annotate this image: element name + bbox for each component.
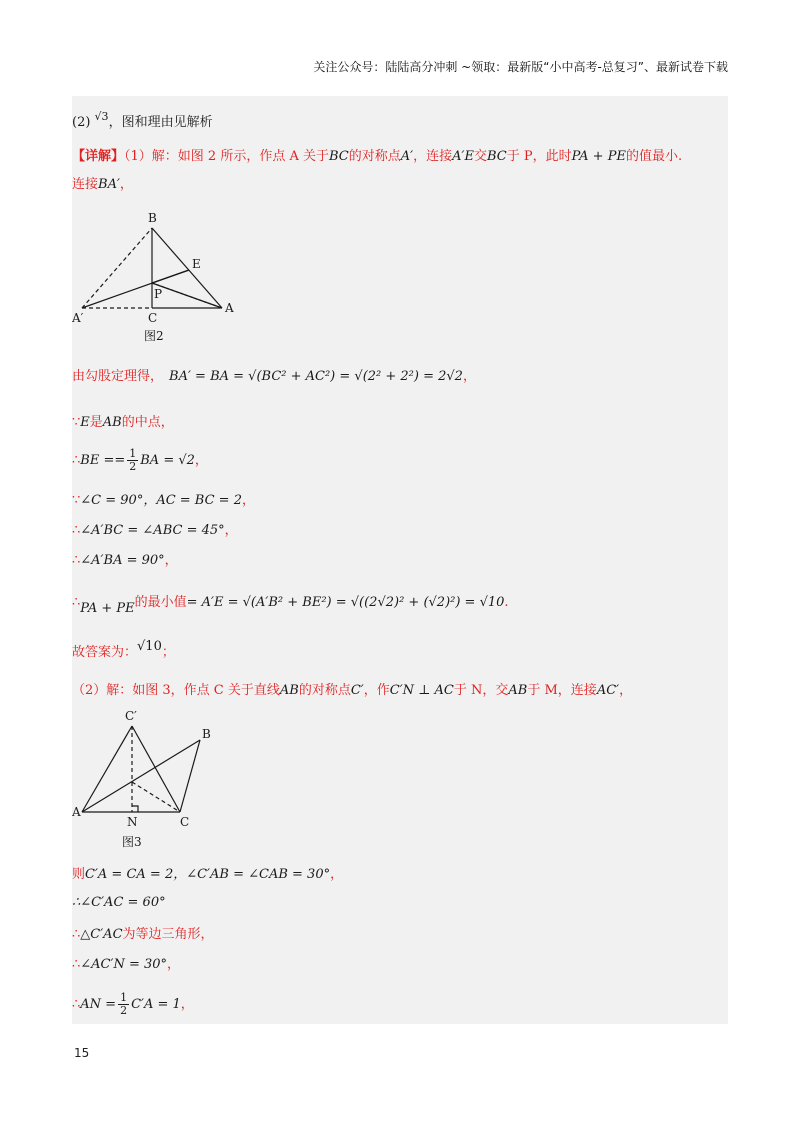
an-line: ∴AN = $\frac{1}{2}$ C′A = 1， [72, 991, 194, 1017]
fig3-label-a: A [72, 805, 81, 819]
pythagoras-line: 由勾股定理得， BA′ = BA = √(BC² + AC²) = √(2² + 2²) = 2√2， [72, 369, 476, 384]
answer-line-2: (2) $^{√3}$，图和理由见解析 [72, 110, 213, 130]
fig2-caption: 图2 [144, 329, 164, 343]
fig3-segment-a-cprime [82, 726, 132, 812]
fig2-segment-pe [152, 270, 189, 283]
fig3-label-b: B [202, 727, 211, 741]
page-number: 15 [74, 1046, 90, 1060]
reflection-line: 则C′A = CA = 2，∠C′AB = ∠CAB = 30°， [72, 867, 344, 882]
fig3-label-n: N [127, 815, 138, 829]
angle-c-line: ∵∠C = 90°，AC = BC = 2， [72, 493, 255, 508]
fig2-label-e: E [192, 257, 201, 271]
fraction-half-2: $\frac{1}{2}$ [120, 991, 128, 1017]
fig2-label-b: B [148, 211, 157, 225]
fig2-label-a: A [225, 301, 234, 315]
figure-2 [72, 208, 272, 348]
fig3-segment-ab [82, 740, 200, 812]
angle-45-line: ∴∠A′BC = ∠ABC = 45°， [72, 523, 238, 538]
fig3-right-angle-mark [132, 806, 138, 812]
page-header: 关注公众号：陆陆高分冲刺 ~领取：最新版“小中高考-总复习”、最新试卷下载 [313, 60, 728, 74]
part-2-line: （2）解：如图 3，作点 C 关于直线AB的对称点C′，作C′N ⊥ AC于 N，交AB于 M，连接AC′， [72, 683, 633, 698]
detail-line-1: 【详解】（1）解：如图 2 所示，作点 A 关于BC的对称点A′，连接A′E交BC于 P，此时PA + PE的值最小. [72, 149, 683, 164]
min-value-line: ∴PA + PE的最小值= A′E = √(A′B² + BE²) = √((2√2)² + (√2)²) = √10. [72, 595, 509, 616]
fig2-label-aprime: A′ [72, 311, 84, 325]
answer-line-1: 故答案为：√10； [72, 639, 175, 660]
solution-panel [72, 96, 728, 1024]
fraction-half: $\frac{1}{2}$ [129, 447, 137, 473]
angle-30-line: ∴∠AC′N = 30°， [72, 957, 181, 972]
detail-tag: 【详解】 [72, 149, 125, 164]
fig3-label-cprime: C′ [125, 709, 137, 723]
fig2-label-p: P [154, 287, 163, 301]
fig2-label-c: C [148, 311, 158, 325]
be-line: ∴BE == $\frac{1}{2}$ BA = √2， [72, 447, 208, 473]
angle-90-line: ∴∠A′BA = 90°， [72, 553, 178, 568]
figure-3 [72, 708, 272, 858]
fig3-caption: 图3 [122, 835, 142, 849]
equilateral-line: ∴△C′AC为等边三角形， [72, 927, 214, 942]
angle-60-line: ∴∠C′AC = 60° [72, 895, 166, 910]
fig3-label-c: C [180, 815, 190, 829]
fig3-segment-m-c [132, 782, 180, 812]
fig3-segment-cprime-c [132, 726, 180, 812]
detail-line-2: 连接BA′， [72, 177, 133, 192]
midpoint-line: ∵E是AB的中点， [72, 415, 174, 430]
